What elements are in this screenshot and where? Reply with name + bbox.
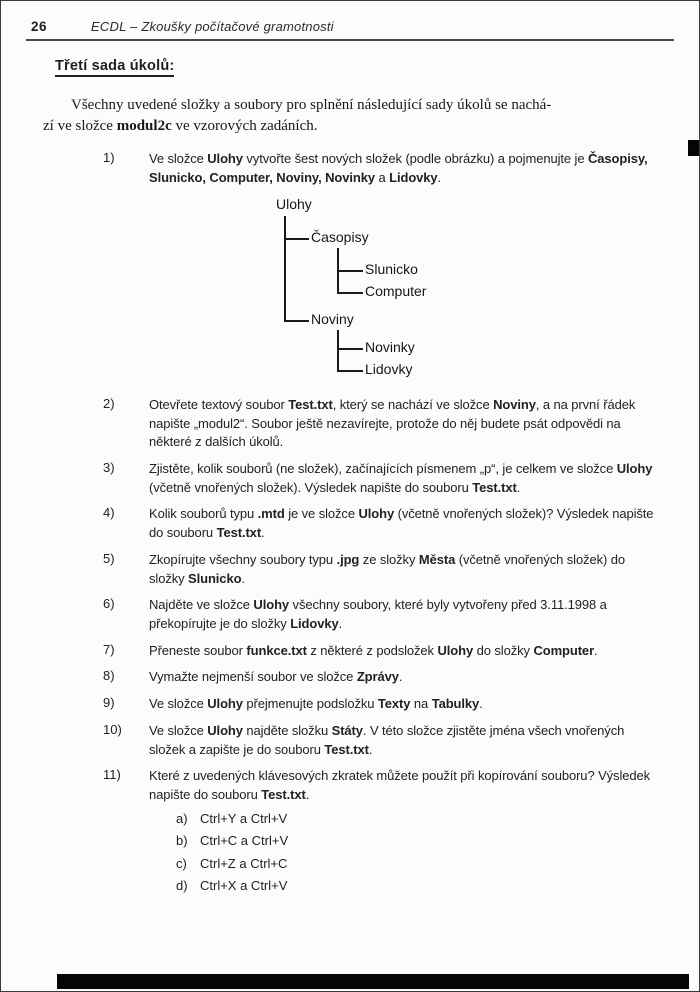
scan-artifact xyxy=(688,140,699,156)
task-number: 5) xyxy=(103,550,115,566)
task-text: Otevřete textový soubor Test.txt, který se nachází ve složce Noviny, a na první řádek napište „modul2“. Soubor ještě nezavírejte, protože do něj budete psát odpovědi na některé z dalších úkolů. xyxy=(149,396,636,450)
option-d xyxy=(176,876,671,896)
tree-node-casopisy: Časopisy xyxy=(311,228,369,245)
option-letter: d) xyxy=(176,878,188,894)
option-a xyxy=(176,809,671,829)
option-text: Ctrl+Y a Ctrl+V xyxy=(200,810,288,826)
task-number: 11) xyxy=(103,767,121,783)
task-text: Ve složce Ulohy vytvořte šest nových složek (podle obrázku) a pojmenujte je Časopisy, Slunicko, Computer, Noviny, Novinky a Lidovky. xyxy=(149,151,648,186)
task-item-6 xyxy=(103,596,671,633)
task-text: Kolik souborů typu .mtd je ve složce Ulohy (včetně vnořených složek)? Výsledek napište do souboru Test.txt. xyxy=(149,506,654,541)
task-item-1 xyxy=(103,150,671,187)
task-item-8 xyxy=(103,668,671,687)
tree-line xyxy=(337,270,363,272)
task-item-3 xyxy=(103,460,671,497)
task-number: 2) xyxy=(103,395,115,411)
option-letter: c) xyxy=(176,855,187,871)
task-number: 7) xyxy=(103,641,115,657)
page-number: 26 xyxy=(31,19,48,34)
option-letter: a) xyxy=(176,810,188,826)
task-number: 1) xyxy=(103,150,115,166)
option-c xyxy=(176,854,671,874)
tree-node-lidovky: Lidovky xyxy=(365,360,413,377)
section-title: Třetí sada úkolů: xyxy=(55,58,174,77)
tree-node-novinky: Novinky xyxy=(365,338,415,355)
tree-node-computer: Computer xyxy=(365,282,427,299)
option-text: Ctrl+C a Ctrl+V xyxy=(200,833,289,849)
task-item-5 xyxy=(103,551,671,588)
task-text: Vymažte nejmenší soubor ve složce Zprávy. xyxy=(149,669,403,685)
header-title: ECDL – Zkoušky počítačové gramotnosti xyxy=(91,19,334,34)
task-item-9 xyxy=(103,695,671,714)
tree-line xyxy=(337,330,339,372)
task-number: 6) xyxy=(103,596,115,612)
task-text: Zkopírujte všechny soubory typu .jpg ze složky Města (včetně vnořených složek) do složky Slunicko. xyxy=(149,551,626,586)
task-item-4 xyxy=(103,505,671,542)
task-number: 10) xyxy=(103,721,122,737)
page-header xyxy=(29,19,671,34)
option-letter: b) xyxy=(176,833,188,849)
task-text: Které z uvedených klávesových zkratek můžete použít při kopírování souboru? Výsledek napište do souboru Test.txt. xyxy=(149,768,651,803)
task-text: Najděte ve složce Ulohy všechny soubory, které byly vytvořeny před 3.11.1998 a překopírujte je do složky Lidovky. xyxy=(149,597,607,631)
tree-line xyxy=(284,238,309,240)
option-text: Ctrl+X a Ctrl+V xyxy=(200,878,288,894)
task-text: Zjistěte, kolik souborů (ne složek), začínajících písmenem „p“, je celkem ve složce Ulohy (včetně vnořených složek). Výsledek napište do souboru Test.txt. xyxy=(149,460,653,495)
tree-node-slunicko: Slunicko xyxy=(365,260,418,277)
tree-line xyxy=(284,320,309,322)
task-list xyxy=(103,150,671,895)
task-number: 9) xyxy=(103,695,115,711)
intro-paragraph: Všechny uvedené složky a soubory pro splnění následující sady úkolů se nachá- zí ve složce modul2c ve vzorových zadáních. xyxy=(43,97,552,134)
task-number: 3) xyxy=(103,459,115,475)
task-item-10 xyxy=(103,722,671,759)
task-item-7 xyxy=(103,642,671,661)
tree-node-noviny: Noviny xyxy=(311,310,354,327)
task-text: Ve složce Ulohy najděte složku Státy. V této složce zjistěte jména všech vnořených složek a zapište je do souboru Test.txt. xyxy=(149,722,625,757)
option-b xyxy=(176,831,671,851)
task-text: Ve složce Ulohy přejmenujte podsložku Texty na Tabulky. xyxy=(149,696,483,712)
folder-tree-diagram xyxy=(149,196,671,384)
task-number: 4) xyxy=(103,505,115,521)
task-item-11 xyxy=(103,767,671,895)
answer-options xyxy=(176,809,671,896)
task-number: 8) xyxy=(103,668,115,684)
task-text: Přeneste soubor funkce.txt z některé z podsložek Ulohy do složky Computer. xyxy=(149,642,598,658)
tree-line xyxy=(337,292,363,294)
tree-node-root: Ulohy xyxy=(276,195,312,212)
task-item-2 xyxy=(103,396,671,452)
tree-line xyxy=(284,216,286,322)
option-text: Ctrl+Z a Ctrl+C xyxy=(200,855,288,871)
tree-line xyxy=(337,370,363,372)
scan-artifact xyxy=(57,974,689,989)
tree-line xyxy=(337,348,363,350)
